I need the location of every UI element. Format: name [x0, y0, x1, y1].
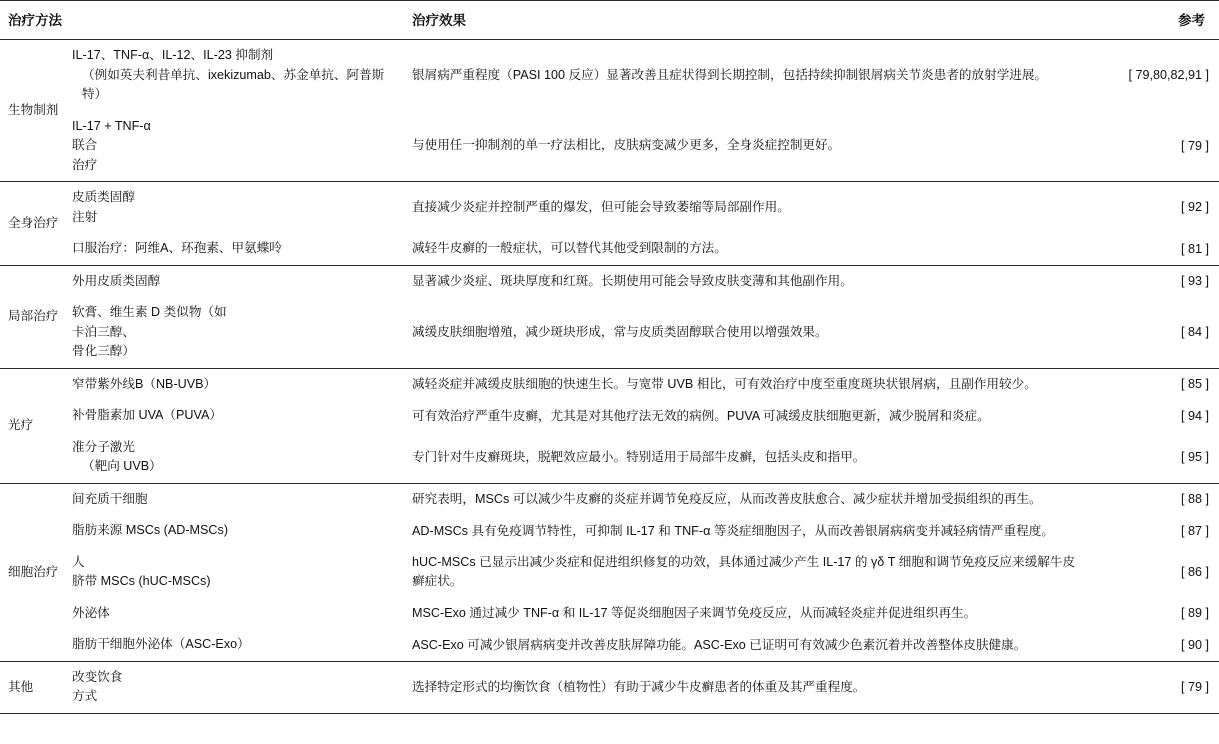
treatment-effect: AD-MSCs 具有免疫调节特性，可抑制 IL-17 和 TNF-α 等炎症细胞因子，从而改善银屑病病变并减轻病情严重程度。 — [412, 523, 1054, 538]
treatment-method-line: 卡泊三醇、 — [72, 324, 135, 339]
table-row — [0, 515, 1219, 547]
reference-citation[interactable]: [ 94 ] — [1180, 408, 1209, 423]
row-category: 局部治疗 — [0, 265, 66, 368]
table-row — [0, 40, 1219, 111]
table-row — [0, 661, 1219, 713]
treatment-method-line: 脐带 MSCs (hUC-MSCs) — [72, 574, 211, 589]
reference-citation[interactable]: [ 87 ] — [1180, 523, 1209, 538]
treatment-method-line: （例如英夫利昔单抗、ixekizumab、苏金单抗、阿普斯特） — [82, 67, 385, 102]
treatment-method — [66, 598, 406, 630]
table-row — [0, 432, 1219, 484]
treatment-effect: 减缓皮肤细胞增殖，减少斑块形成，常与皮质类固醇联合使用以增强效果。 — [406, 297, 1086, 368]
treatment-method — [66, 265, 406, 297]
reference-citation[interactable]: [ 93 ] — [1180, 274, 1209, 289]
reference-citation[interactable]: [ 81 ] — [1086, 233, 1219, 265]
treatment-method — [66, 40, 406, 111]
treatment-method-line: 方式 — [72, 689, 98, 704]
treatment-method-line: 窄带紫外线B（NB-UVB） — [72, 376, 217, 391]
treatment-method-line: 联合 — [72, 138, 98, 153]
treatment-effect: 与使用任一抑制剂的单一疗法相比，皮肤病变减少更多，全身炎症控制更好。 — [406, 111, 1086, 182]
table-row — [0, 265, 1219, 297]
row-category: 生物制剂 — [0, 40, 66, 182]
table-row — [0, 111, 1219, 182]
column-header-reference: 参考 — [1086, 1, 1219, 40]
row-category: 细胞治疗 — [0, 483, 66, 661]
treatment-method-line: 人 — [72, 554, 85, 569]
treatment-method-line: 准分子激光 — [72, 439, 135, 454]
table-row — [0, 182, 1219, 234]
table-body — [0, 40, 1219, 714]
reference-citation[interactable]: [ 79 ] — [1086, 111, 1219, 182]
treatment-method — [66, 515, 406, 547]
table-row — [0, 483, 1219, 515]
treatment-effect: 选择特定形式的均衡饮食（植物性）有助于减少牛皮癣患者的体重及其严重程度。 — [406, 661, 1086, 713]
treatment-method — [66, 629, 406, 661]
row-category: 光疗 — [0, 368, 66, 483]
treatment-method — [66, 297, 406, 368]
table-row — [0, 547, 1219, 598]
treatment-effect: 显著减少炎症、斑块厚度和红斑。长期使用可能会导致皮肤变薄和其他副作用。 — [412, 273, 853, 288]
row-category: 其他 — [0, 661, 66, 713]
treatment-method-line: 间充质干细胞 — [72, 491, 148, 506]
reference-citation[interactable]: [ 92 ] — [1180, 200, 1209, 215]
reference-citation[interactable]: [ 95 ] — [1086, 432, 1219, 484]
treatment-effect: hUC-MSCs 已显示出减少炎症和促进组织修复的功效，具体通过减少产生 IL-17 的 γδ T 细胞和调节免疫反应来缓解牛皮癣症状。 — [412, 555, 1076, 589]
treatment-effect: 减轻牛皮癣的一般症状，可以替代其他受到限制的方法。 — [406, 233, 1086, 265]
treatment-method-line: 软膏、维生素 D 类似物（如 — [72, 305, 227, 320]
table-header — [0, 1, 1219, 40]
treatment-method-line: 补骨脂素加 UVA（PUVA） — [72, 408, 222, 423]
table-row — [0, 400, 1219, 432]
treatment-effect: 可有效治疗严重牛皮癣，尤其是对其他疗法无效的病例。PUVA 可减缓皮肤细胞更新，减少脱屑和炎症。 — [412, 408, 990, 423]
reference-citation[interactable]: [ 85 ] — [1180, 377, 1209, 392]
treatment-method-line: 注射 — [72, 209, 98, 224]
reference-citation[interactable]: [ 79,80,82,91 ] — [1128, 68, 1209, 83]
reference-citation[interactable]: [ 86 ] — [1180, 565, 1209, 580]
table-row — [0, 368, 1219, 400]
table-row — [0, 297, 1219, 368]
treatment-method-line: 改变饮食 — [72, 669, 123, 684]
treatment-effect: 银屑病严重程度（PASI 100 反应）显著改善且症状得到长期控制，包括持续抑制银屑病关节炎患者的放射学进展。 — [412, 67, 1048, 82]
treatment-method — [66, 182, 406, 234]
treatment-method — [66, 233, 406, 265]
treatment-method-line: IL-17 + TNF-α — [72, 118, 151, 133]
treatment-method — [66, 368, 406, 400]
treatment-method-line: （靶向 UVB） — [82, 459, 162, 474]
treatment-method — [66, 661, 406, 713]
table-row — [0, 598, 1219, 630]
treatment-effect: 减轻炎症并减缓皮肤细胞的快速生长。与宽带 UVB 相比，可有效治疗中度至重度斑块状银屑病，且副作用较少。 — [412, 377, 1037, 392]
reference-citation[interactable]: [ 84 ] — [1086, 297, 1219, 368]
column-header-effect: 治疗效果 — [406, 1, 1086, 40]
reference-citation[interactable]: [ 89 ] — [1180, 606, 1209, 621]
treatment-effect: MSC-Exo 通过减少 TNF-α 和 IL-17 等促炎细胞因子来调节免疫反应，从而减轻炎症并促进组织再生。 — [412, 606, 977, 621]
treatment-effect: 专门针对牛皮癣斑块，脱靶效应最小。特别适用于局部牛皮癣，包括头皮和指甲。 — [406, 432, 1086, 484]
treatment-method — [66, 432, 406, 484]
treatment-method — [66, 483, 406, 515]
treatment-method-line: 骨化三醇） — [72, 344, 135, 359]
treatment-method — [66, 400, 406, 432]
treatment-method-line: 外用皮质类固醇 — [72, 273, 161, 288]
table-header-row — [0, 1, 1219, 40]
reference-citation[interactable]: [ 79 ] — [1086, 661, 1219, 713]
treatment-method-line: 脂肪干细胞外泌体（ASC-Exo） — [72, 637, 250, 652]
treatment-method-line: 治疗 — [72, 157, 98, 172]
row-category: 全身治疗 — [0, 182, 66, 266]
column-header-method: 治疗方法 — [0, 1, 406, 40]
treatment-method — [66, 111, 406, 182]
treatment-method-line: 外泌体 — [72, 605, 110, 620]
table-row — [0, 629, 1219, 661]
treatment-method — [66, 547, 406, 598]
treatment-method-line: 口服治疗：阿维A、环孢素、甲氨蝶呤 — [72, 241, 282, 256]
reference-citation[interactable]: [ 88 ] — [1180, 492, 1209, 507]
table-row — [0, 233, 1219, 265]
treatment-effect: 研究表明，MSCs 可以减少牛皮癣的炎症并调节免疫反应，从而改善皮肤愈合、减少症状并增加受损组织的再生。 — [412, 492, 1042, 507]
treatment-method-line: 脂肪来源 MSCs (AD-MSCs) — [72, 523, 229, 538]
treatment-method-line: IL-17、TNF-α、IL-12、IL-23 抑制剂 — [72, 48, 274, 62]
reference-citation[interactable]: [ 90 ] — [1086, 629, 1219, 661]
treatment-method-line: 皮质类固醇 — [72, 190, 135, 205]
treatment-effect: 直接减少炎症并控制严重的爆发，但可能会导致萎缩等局部副作用。 — [412, 200, 790, 215]
treatment-effect: ASC-Exo 可减少银屑病病变并改善皮肤屏障功能。ASC-Exo 已证明可有效减少色素沉着并改善整体皮肤健康。 — [406, 629, 1086, 661]
